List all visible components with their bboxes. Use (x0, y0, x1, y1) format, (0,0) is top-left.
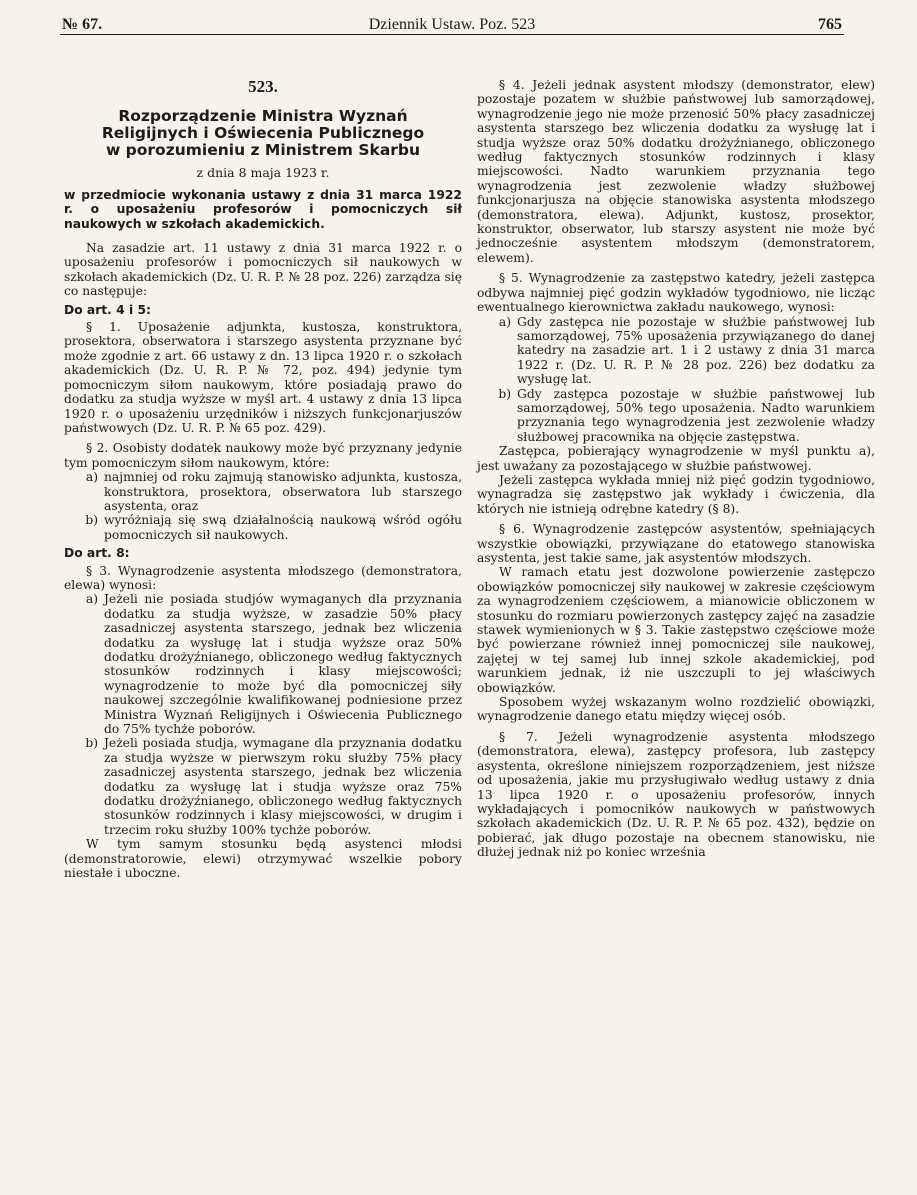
list-item (64, 470, 462, 513)
decree-date: z dnia 8 maja 1923 r. (196, 165, 330, 181)
paragraph-s7: § 7. Jeżeli wynagrodzenie asystenta młodszego (demonstratora, elewa), zastępcy profesora, lub zastępcy asystenta, określone niniejszem rozporządzeniem, jest niższe od uposażenia, jakie mu przysługiwało według ustawy z dnia 13 lipca 1920 r. o uposażeniu profesorów, innych wykładających i pomocników naukowych w państwowych szkołach akademickich (Dz. U. R. P. № 65 poz. 432), będzie on pobierać, jak długo pozostaje na obecnem stanowisku, nie dłużej jednak niż po koniec września (477, 729, 875, 860)
decree-title-line: Religijnych i Oświecenia Publicznego (101, 124, 425, 143)
issue-number: № 67. (62, 16, 103, 33)
intro-paragraph: Na zasadzie art. 11 ustawy z dnia 31 marca 1922 r. o uposażeniu profesorów i pomocniczych sił naukowych w szkołach akademickich (Dz. U. R. P. № 28 poz. 226) zarządza się co następuje: (64, 241, 462, 299)
paragraph-s6-p2: W ramach etatu jest dozwolone powierzenie zastępczo obowiązków pomocniczej siły naukowej w zakresie częściowym za wynagrodzeniem częściowem, a mianowicie obliczonem w stosunku do rozmiaru powierzonych zastępcy zajęć na zasadzie stawek wymienionych w § 3. Takie zastępstwo częściowe może być powierzane również innej pomocniczej sile naukowej, zajętej w tej samej lub innej szkole akademickiej, pod warunkiem jednak, iż nie uszczupli to jej właściwych obowiązków. (477, 565, 875, 695)
page-header (62, 10, 842, 36)
paragraph-s5: § 5. Wynagrodzenie za zastępstwo katedry, jeżeli zastępca odbywa najmniej pięć godzin wykładów tygodniowo, nie licząc ewentualnego kierownictwa zakładu naukowego, wynosi: (477, 271, 875, 315)
list-text: Jeżeli nie posiada studjów wymaganych dla przyznania dodatku za studja wyższe, w zasadzie 50% płacy zasadniczej asystenta starszego, jednak bez wliczenia dodatku za wysługę lat i studja wyższe oraz 50% dodatku drożyźnianego, obliczonego według faktycznych stosunków rodzinnych i klasy miejscowości; wynagrodzenie to może być dla pomocniczej siły naukowej szczególnie kwalifikowanej podniesione przez Ministra Wyznań Religijnych i Oświecenia Publicznego do 75% tychże poborów. (104, 592, 462, 737)
paragraph-s5-p3: Jeżeli zastępca wykłada mniej niż pięć godzin tygodniowo, wynagradza się zastępstwo jak wykłady i ćwiczenia, dla których nie istnieją odrębne katedry (§ 8). (477, 472, 875, 516)
list-item (477, 315, 875, 387)
list-label: b) (498, 386, 511, 401)
list-item (64, 592, 462, 736)
list-text: Gdy zastępca pozostaje w służbie państwowej lub samorządowej, 50% tego uposażenia. Nadto warunkiem przyznania tego wynagrodzenia jest zezwolenie władzy służbowej pracownika na objęcie zastępstwa. (517, 386, 875, 444)
header-rule (60, 34, 844, 35)
paragraph-s1: § 1. Uposażenie adjunkta, kustosza, konstruktora, prosektora, obserwatora i starszego asystenta przyznane być może zgodnie z art. 66 ustawy z dn. 13 lipca 1920 r. o szkołach akademickich (Dz. U. R. P. № 72, poz. 494) jedynie tym pomocniczym siłom naukowym, które posiadają prawo do dodatku za studja wyższe w myśl art. 4 ustawy z dnia 13 lipca 1920 r. o uposażeniu urzędników i niższych funkcjonarjuszów państwowych (Dz. U. R. P. № 65 poz. 429). (64, 320, 462, 435)
list-label: a) (85, 592, 98, 607)
right-column (477, 78, 875, 860)
list-text: Jeżeli posiada studja, wymagane dla przyznania dodatku za studja wyższe w pierwszym roku służby 75% płacy zasadniczej asystenta starszego, jednak bez wliczenia dodatku za wysługę lat i studja wyższe oraz 75% dodatku drożyźnianego, obliczonego według faktycznych stosunków rodzinnych i klasy miejscowości, w drugim i trzecim roku służby 100% tychże poborów. (104, 736, 462, 837)
decree-title (64, 108, 462, 159)
list-label: a) (85, 470, 98, 485)
page-number: 765 (818, 16, 842, 33)
list-label: a) (498, 314, 511, 329)
list-item (477, 387, 875, 445)
paragraph-s3-end: W tym samym stosunku będą asystenci młodsi (demonstratorowie, elewi) otrzymywać wszelkie pobory niestałe i uboczne. (64, 837, 462, 881)
decree-number: 523. (248, 77, 278, 96)
list-item (64, 736, 462, 837)
left-column (64, 78, 462, 881)
section-heading: Do art. 4 i 5: (64, 302, 151, 317)
paragraph-s4: § 4. Jeżeli jednak asystent młodszy (demonstrator, elew) pozostaje pozatem w służbie państwowej lub samorządowej, wynagrodzenie jego nie może przenosić 50% płacy zasadniczej asystenta starszego bez wliczenia dodatku za wysługę lat i studja wyższe oraz 50% dodatku drożyźnianego, obliczonego według faktycznych stosunków rodzinnych i klasy miejscowości. Nadto warunkiem przyznania tego wynagrodzenia jest zezwolenie władzy służbowej funkcjonarjusza na objęcie stanowiska asystenta młodszego (demonstratora, elewa). Adjunkt, kustosz, prosektor, konstruktor, obserwator, lub starszy asystent nie może być jednocześnie asystentem młodszym (demonstratorem, elewem). (477, 78, 875, 265)
paragraph-s5-p2: Zastępca, pobierający wynagrodzenie w myśl punktu a), jest uważany za pozostającego w służbie państwowej. (477, 444, 875, 473)
list-text: Gdy zastępca nie pozostaje w służbie państwowej lub samorządowej, 75% uposażenia przywiązanego do danej katedry na zasadzie art. 1 i 2 ustawy z dnia 31 marca 1922 r. (Dz. U. R. P. № 28 poz. 226) bez dodatku za wysługę lat. (517, 314, 875, 387)
list-label: b) (85, 513, 98, 528)
list-item (64, 513, 462, 542)
list-text: wyróżniają się swą działalnością naukową wśród ogółu pomocniczych sił naukowych. (104, 513, 462, 542)
paragraph-s2: § 2. Osobisty dodatek naukowy może być przyznany jedynie tym pomocniczym siłom naukowym, które: (64, 441, 462, 470)
decree-title-line: Rozporządzenie Ministra Wyznań (118, 107, 408, 126)
journal-title: Dziennik Ustaw. Poz. 523 (368, 16, 536, 33)
paragraph-s6-p3: Sposobem wyżej wskazanym wolno rozdzielić obowiązki, wynagrodzenie danego etatu między więcej osób. (477, 695, 875, 724)
decree-subject: w przedmiocie wykonania ustawy z dnia 31 marca 1922 r. o uposażeniu profesorów i pomocniczych sił naukowych w szkołach akademickich. (64, 187, 462, 231)
paragraph-s6: § 6. Wynagrodzenie zastępców asystentów, spełniających wszystkie obowiązki, przywiązane do etatowego stanowiska asystenta, jest takie same, jak asystentów młodszych. (477, 522, 875, 565)
section-heading: Do art. 8: (64, 546, 130, 561)
list-label: b) (85, 736, 98, 751)
list-text: najmniej od roku zajmują stanowisko adjunkta, kustosza, konstruktora, prosektora, obserwatora lub starszego asystenta, oraz (104, 470, 462, 513)
decree-title-line: w porozumieniu z Ministrem Skarbu (105, 141, 421, 160)
paragraph-s3: § 3. Wynagrodzenie asystenta młodszego (demonstratora, elewa) wynosi: (64, 563, 462, 592)
